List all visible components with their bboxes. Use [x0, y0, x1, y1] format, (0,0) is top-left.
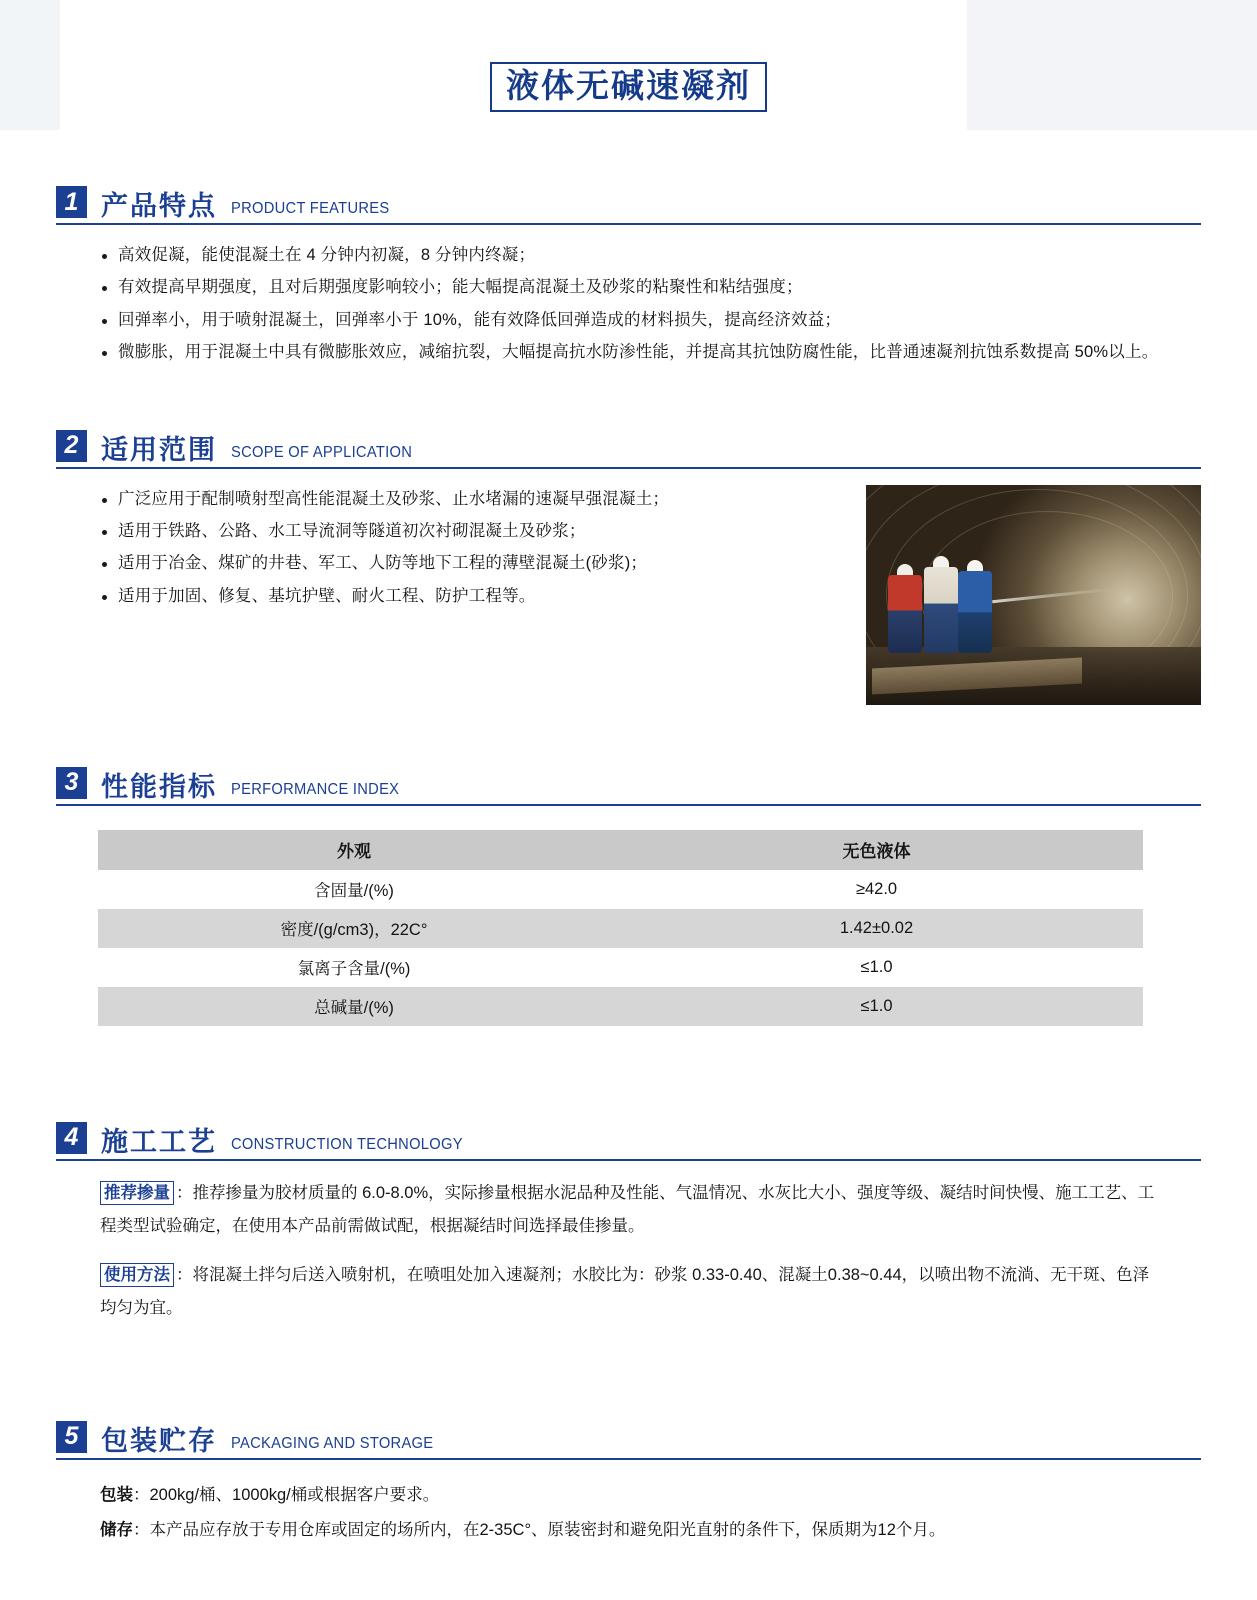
list-item: 适用于冶金、煤矿的井巷、军工、人防等地下工程的薄壁混凝土(砂浆)；: [102, 547, 856, 579]
list-item: 广泛应用于配制喷射型高性能混凝土及砂浆、止水堵漏的速凝早强混凝土；: [102, 483, 856, 515]
performance-table: [98, 830, 1143, 1026]
table-row: [98, 987, 1143, 1026]
feature-list: [56, 239, 1201, 368]
table-row: [98, 948, 1143, 987]
section-title-cn: 适用范围: [101, 434, 217, 465]
section-header: [56, 1421, 1201, 1460]
storage-label: 储存: [100, 1520, 133, 1539]
helmet-icon: [967, 560, 983, 571]
section-header: [56, 186, 1201, 225]
tunnel-photo: [866, 485, 1201, 705]
section-title-en: PERFORMANCE INDEX: [231, 780, 400, 798]
list-item: 适用于加固、修复、基坑护壁、耐火工程、防护工程等。: [102, 580, 856, 612]
section-title-cn: 施工工艺: [101, 1126, 217, 1157]
worker-figure: [958, 571, 992, 653]
dosage-tag: 推荐掺量: [100, 1181, 174, 1205]
worker-figure: [888, 575, 922, 653]
list-item: 有效提高早期强度，且对后期强度影响较小；能大幅提高混凝土及砂浆的粘聚性和粘结强度；: [102, 271, 1201, 303]
helmet-icon: [897, 564, 913, 575]
scan-tint-left: [0, 0, 60, 130]
scope-list: [56, 483, 856, 612]
section-title-cn: 性能指标: [101, 771, 217, 802]
section-header: [56, 430, 1201, 469]
table-cell-value: 无色液体: [610, 830, 1143, 870]
table-cell-name: 氯离子含量/(%): [98, 948, 610, 987]
table-cell-name: 含固量/(%): [98, 870, 610, 909]
scope-content: [56, 469, 1201, 705]
section-packaging-and-storage: [56, 1421, 1201, 1547]
usage-tag: 使用方法: [100, 1263, 174, 1287]
table-row: [98, 830, 1143, 870]
table-cell-value: 1.42±0.02: [610, 909, 1143, 948]
list-item: 回弹率小，用于喷射混凝土，回弹率小于 10%，能有效降低回弹造成的材料损失，提高经济效益；: [102, 304, 1201, 336]
section-construction-technology: [56, 1122, 1201, 1325]
section-header: [56, 767, 1201, 806]
table-cell-name: 密度/(g/cm3)，22C°: [98, 909, 610, 948]
section-number-badge: 5: [56, 1421, 87, 1453]
storage-line: [100, 1513, 1201, 1548]
table-cell-value: ≥42.0: [610, 870, 1143, 909]
helmet-icon: [933, 556, 949, 567]
section-number-badge: 3: [56, 767, 87, 799]
section-title-en: PRODUCT FEATURES: [231, 200, 390, 218]
table-cell-value: ≤1.0: [610, 948, 1143, 987]
section-title-cn: 包装贮存: [101, 1425, 217, 1456]
list-item: 微膨胀，用于混凝土中具有微膨胀效应，减缩抗裂，大幅提高抗水防渗性能，并提高其抗蚀防腐性能，比普通速凝剂抗蚀系数提高 50%以上。: [102, 336, 1201, 368]
section-title-en: PACKAGING AND STORAGE: [231, 1434, 434, 1452]
packaging-line: [100, 1478, 1201, 1513]
usage-text: ：将混凝土拌匀后送入喷射机，在喷咀处加入速凝剂；水胶比为：砂浆 0.33-0.40、混凝土0.38~0.44，以喷出物不流淌、无干斑、色泽均匀为宜。: [100, 1265, 1150, 1317]
table-row: [98, 870, 1143, 909]
table-cell-name: 总碱量/(%): [98, 987, 610, 1026]
section-product-features: [56, 186, 1201, 368]
section-title-en: SCOPE OF APPLICATION: [231, 443, 413, 461]
dosage-paragraph: [100, 1177, 1160, 1243]
list-item: 适用于铁路、公路、水工导流洞等隧道初次衬砌混凝土及砂浆；: [102, 515, 856, 547]
packaging-text: ：200kg/桶、1000kg/桶或根据客户要求。: [133, 1485, 440, 1504]
worker-figure: [924, 567, 958, 653]
table-cell-value: ≤1.0: [610, 987, 1143, 1026]
list-item: 高效促凝，能使混凝土在 4 分钟内初凝，8 分钟内终凝；: [102, 239, 1201, 271]
table-row: [98, 909, 1143, 948]
section-number-badge: 2: [56, 430, 87, 462]
page-title: 液体无碱速凝剂: [490, 62, 767, 112]
section-header: [56, 1122, 1201, 1161]
section-title-cn: 产品特点: [101, 191, 217, 222]
section-performance-index: [56, 767, 1201, 1026]
section-scope-of-application: [56, 430, 1201, 705]
packaging-label: 包装: [100, 1485, 133, 1504]
dosage-text: ：推荐掺量为胶材质量的 6.0-8.0%，实际掺量根据水泥品种及性能、气温情况、水灰比大小、强度等级、凝结时间快慢、施工工艺、工程类型试验确定，在使用本产品前需做试配，根据凝结时间选择最佳掺量。: [100, 1183, 1155, 1235]
usage-paragraph: [100, 1259, 1160, 1325]
section-number-badge: 1: [56, 186, 87, 218]
table-cell-name: 外观: [98, 830, 610, 870]
section-title-en: CONSTRUCTION TECHNOLOGY: [231, 1135, 463, 1153]
packaging-lines: [100, 1478, 1201, 1547]
section-number-badge: 4: [56, 1122, 87, 1154]
storage-text: ：本产品应存放于专用仓库或固定的场所内，在2-35C°、原装密封和避免阳光直射的条件下，保质期为12个月。: [133, 1520, 946, 1539]
scan-tint-right: [967, 0, 1257, 130]
